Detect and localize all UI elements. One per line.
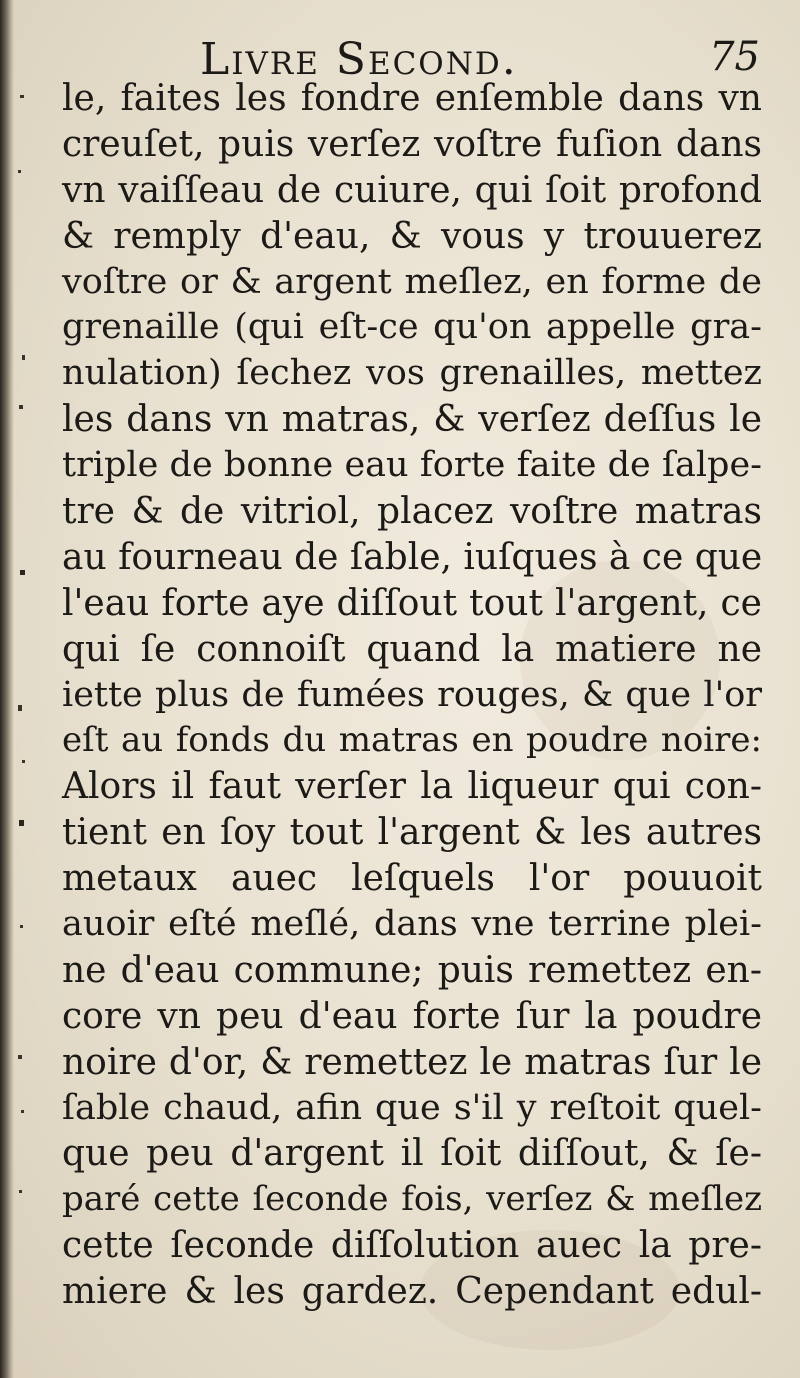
text-line: eſt au fonds du matras en poudre noire: <box>62 720 762 761</box>
text-line: auoir eſté meſlé, dans vne terrine plei- <box>62 904 762 945</box>
binding-gutter <box>0 0 14 1378</box>
text-line: au fourneau de ſable, iuſques à ce que <box>62 536 763 578</box>
text-line: & remply d'eau, & vous y trouuerez <box>62 215 762 257</box>
text-line: metaux auec leſquels l'or pouuoit <box>62 858 762 900</box>
body-text <box>62 76 762 1315</box>
text-line: tre & de vitriol, placez voſtre matras <box>62 491 762 533</box>
gutter-ink-marks <box>14 0 54 1378</box>
text-line: nulation) ſechez vos grenailles, mettez <box>62 353 762 394</box>
text-line: ſable chaud, afin que s'il y reſtoit quel- <box>62 1087 762 1128</box>
text-line: ne d'eau commune; puis remettez en- <box>62 949 762 991</box>
text-line: le, faites les fondre enſemble dans vn <box>62 78 762 119</box>
text-line: grenaille (qui eſt-ce qu'on appelle gra- <box>62 307 762 348</box>
text-line: creuſet, puis verſez voſtre fuſion dans <box>62 123 762 165</box>
text-line: triple de bonne eau forte faite de ſalpe- <box>62 445 762 486</box>
text-line: l'eau forte aye diſſout tout l'argent, ce <box>62 582 762 624</box>
text-line: paré cette ſeconde fois, verſez & meſlez <box>62 1179 762 1220</box>
text-line: que peu d'argent il ſoit diſſout, & ſe- <box>62 1133 762 1175</box>
running-head-title: Livre Second. <box>200 34 518 85</box>
text-line: iette plus de fumées rouges, & que l'or <box>62 674 762 715</box>
text-line: Alors il faut verſer la liqueur qui con- <box>62 766 762 808</box>
text-line: noire d'or, & remettez le matras ſur le <box>62 1041 762 1083</box>
text-line: miere & les gardez. Cependant edul- <box>62 1271 762 1313</box>
text-line: core vn peu d'eau forte ſur la poudre <box>62 995 762 1037</box>
text-line: qui ſe connoiſt quand la matiere ne <box>62 628 762 670</box>
text-line: cette ſeconde diſſolution auec la pre- <box>62 1225 762 1267</box>
text-line: voſtre or & argent meſlez, en forme de <box>62 261 762 302</box>
text-line: vn vaiſſeau de cuiure, qui ſoit profond <box>62 169 762 211</box>
text-line: tient en ſoy tout l'argent & les autres <box>62 812 762 854</box>
text-line: les dans vn matras, & verſez deſſus le <box>62 399 762 441</box>
page-number: 75 <box>709 34 760 80</box>
